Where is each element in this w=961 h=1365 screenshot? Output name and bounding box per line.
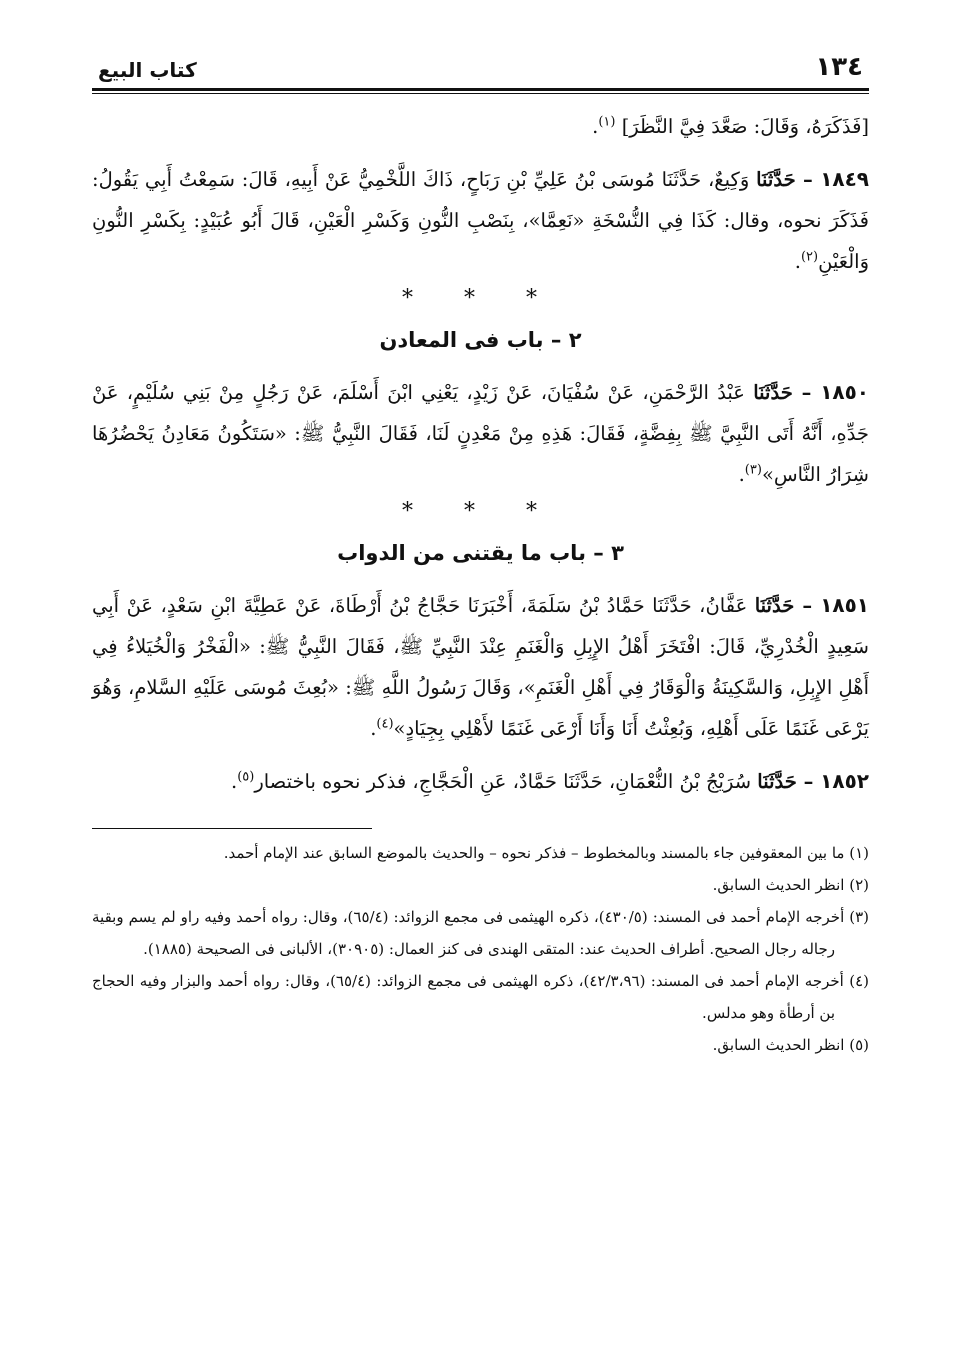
intro-end: . <box>592 115 599 138</box>
chapter-heading-2: ٢ – باب فى المعادن <box>379 328 582 352</box>
hadith-text: وَكِيعٌ، حَدَّثَنَا مُوسَى بْنُ عَلِيِّ بْنِ رَبَاحٍ، ذَاكَ اللَّخْمِيُّ عَنْ أَبِيهِ، قَالَ: سَمِعْتُ أَبِي يَقُولُ: فَذَكَرَ نحوه، وقال: كَذَا فِي النُّسْخَةِ «نَعِمَّا»، بِنَصْبِ النُّونِ وَكَسْرِ الْعَيْنِ، قَالَ أَبُو عُبَيْدٍ: بِكَسْرِ النُّونِ وَالْعَيْنِ <box>92 168 870 273</box>
hadith-number: ١٨٥٢ <box>820 769 869 793</box>
section-divider-stars: * * * <box>402 286 559 311</box>
hadith-dash: – <box>795 168 821 191</box>
narration-lead: حَدَّثَنَا <box>756 168 796 191</box>
hadith-text: سُرَيْجُ بْنُ النُّعْمَانِ، حَدَّثَنَا حَمَّادٌ، عَنِ الْحَجَّاجِ، فذكر نحوه باختصار <box>254 770 758 793</box>
hadith-number: ١٨٥٠ <box>820 380 870 404</box>
hadith-number: ١٨٥١ <box>820 593 870 617</box>
running-header <box>92 46 869 82</box>
hadith-1852 <box>92 761 869 802</box>
hadith-text: عَفَّانُ، حَدَّثَنَا حَمَّادُ بْنُ سَلَمَةَ، أَخْبَرَنَا حَجَّاجُ بْنُ أَرْطَاةَ، عَنْ عَطِيَّةَ ابْنِ سَعْدٍ، عَنْ أَبِي سَعِيدٍ الْخُدْرِيِّ، قَالَ: افْتَخَرَ أَهْلُ الإِبِلِ وَالْغَنَمِ عِنْدَ النَّبِيِّ ﷺ، فَقَالَ النَّبِيُّ ﷺ: «الْفَخْرُ وَالْخُيَلاءُ فِي أَهْلِ الإِبِلِ، وَالسَّكِينَةُ وَالْوَقَارُ فِي أَهْلِ الْغَنَمِ»، وَقَالَ رَسُولُ اللَّهِ ﷺ: «بُعِثَ مُوسَى عَلَيْهِ السَّلامِ، وَهُوَ يَرْعَى غَنَمًا عَلَى أَهْلِهِ، وَبُعِثْتُ أَنَا وَأَنَا أَرْعَى غَنَمًا لأَهْلِي بِجِيَادٍ» <box>92 594 869 740</box>
narration-lead: حَدَّثَنَا <box>754 594 795 617</box>
book-page <box>92 46 869 1345</box>
hadith-dash: – <box>794 594 821 617</box>
hadith-text: عَبْدُ الرَّحْمَنِ، عَنْ سُفْيَانَ، عَنْ زَيْدٍ، يَعْنِي ابْنَ أَسْلَمَ، عَنْ رَجُلٍ مِنْ بَنِي سُلَيْمٍ، عَنْ جَدِّهِ، أَنَّهُ أَتَى النَّبِيَّ ﷺ بِفِضَّةٍ، فَقَالَ: هَذِهِ مِنْ مَعْدِنٍ لَنَا، فَقَالَ النَّبِيُّ ﷺ: «سَتَكُونُ مَعَادِنُ يَحْضُرُهَا شِرَارُ النَّاسِ» <box>92 381 869 486</box>
header-rule <box>92 88 869 94</box>
hadith-1850 <box>92 372 869 495</box>
footnote-rule <box>92 828 372 829</box>
hadith-1851 <box>92 585 869 749</box>
footnote-4: (٤) أخرجه الإمام أحمد فى المسند: (٤٢/٣،٩٦)، ذكره الهيثمى فى مجمع الزوائد: (٦٥/٤)، وقال: رواه أحمد والبزار وفيه الحجاج بن أرطأة وهو مدلس. <box>92 972 869 1022</box>
footnote-2: (٢) انظر الحديث السابق. <box>712 876 869 894</box>
footnote-marker: (١) <box>598 114 616 130</box>
book-title: كتاب البيع <box>98 58 197 82</box>
footnote-marker: (٢) <box>800 249 819 265</box>
narration-lead: حَدَّثَنَا <box>757 770 797 793</box>
hadith-number: ١٨٤٩ <box>820 167 870 191</box>
intro-line <box>92 106 869 147</box>
section-divider-stars: * * * <box>402 499 559 524</box>
hadith-end: . <box>794 250 801 273</box>
footnote-marker: (٤) <box>376 716 394 732</box>
hadith-1849 <box>92 159 869 282</box>
hadith-end: . <box>230 770 238 793</box>
hadith-end: . <box>370 717 377 740</box>
hadith-dash: – <box>792 381 821 404</box>
footnote-1: (١) ما بين المعقوفين جاء بالمسند وبالمخطوط – فذكر نحوه – والحديث بالموضع السابق عند الإمام أحمد. <box>223 844 869 862</box>
footnote-5: (٥) انظر الحديث السابق. <box>712 1036 869 1054</box>
main-text <box>92 106 869 802</box>
chapter-heading-3: ٣ – باب ما يقتنى من الدواب <box>337 541 624 565</box>
footnote-3: (٣) أخرجه الإمام أحمد فى المسند: (٤٣٠/٥)، ذكره الهيثمى فى مجمع الزوائد: (٦٥/٤)، وقال: رواه أحمد وفيه راو لم يسم وبقية رجاله رجال الصحيح. أطراف الحديث عند: المتقى الهندى فى كنز العمال: (٣٠٩٠٥)، الألبانى فى الصحيحة (١٨٨٥). <box>92 908 870 958</box>
narration-lead: حَدَّثَنَا <box>753 381 793 404</box>
page-number: ١٣٤ <box>815 52 863 82</box>
hadith-dash: – <box>796 770 821 793</box>
footnote-marker: (٣) <box>744 462 762 478</box>
intro-text: [فَذَكَرَهُ، وَقَالَ: صَعَّدَ فِيَّ النَّظَرَ] <box>621 115 869 138</box>
footnote-marker: (٥) <box>237 769 255 785</box>
hadith-end: . <box>738 463 745 486</box>
footnotes <box>92 837 869 1061</box>
